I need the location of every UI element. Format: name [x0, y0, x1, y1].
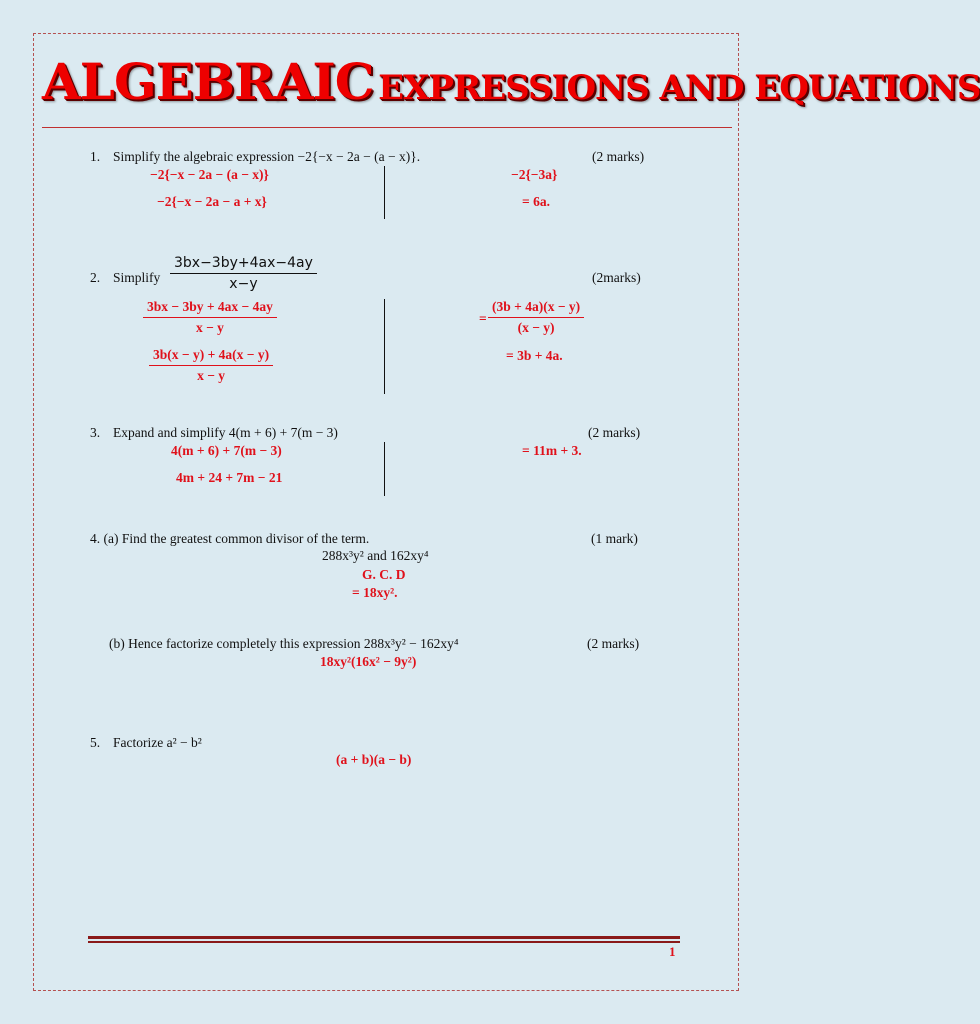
q4b-marks: (2 marks): [587, 636, 640, 651]
q5-text: Factorize a² − b²: [113, 735, 202, 750]
q2-step2-den: x − y: [197, 368, 226, 383]
q2-numerator: 3bx−3by+4ax−4ay: [174, 255, 313, 271]
q1-divider: [384, 166, 385, 219]
q2-marks: (2marks): [592, 270, 641, 285]
title-rest: EXPRESSIONS AND EQUATIONS: [378, 68, 980, 108]
q5-answer: (a + b)(a − b): [336, 752, 412, 767]
q2-result: = 3b + 4a.: [506, 348, 563, 363]
q2-eq: =: [479, 311, 487, 326]
q3-result: = 11m + 3.: [522, 443, 582, 458]
q2-step3: [488, 299, 584, 336]
q1-step2: −2{−x − 2a − a + x}: [157, 194, 267, 209]
q2-label: Simplify: [113, 270, 161, 285]
title-divider: [42, 127, 732, 128]
q2-step1: [143, 299, 277, 336]
q4a-gcd-value: = 18xy².: [352, 585, 398, 600]
page-number: 1: [669, 944, 676, 959]
q3-marks: (2 marks): [588, 425, 641, 440]
q1-step3: −2{−3a}: [511, 167, 558, 182]
q3-text: Expand and simplify 4(m + 6) + 7(m − 3): [113, 425, 338, 440]
q1-marks: (2 marks): [592, 149, 645, 164]
q4a-terms: 288x³y² and 162xy⁴: [322, 548, 429, 563]
q4a-marks: (1 mark): [591, 531, 638, 546]
q3-number: 3.: [90, 425, 101, 440]
q3-divider: [384, 442, 385, 496]
q1-result: = 6a.: [522, 194, 550, 209]
q4a-gcd-label: G. C. D: [362, 567, 406, 582]
q2-fraction: [170, 255, 317, 292]
footer-rule-bottom: [88, 941, 680, 943]
q2-denominator: x−y: [229, 276, 258, 292]
q4a-text: 4. (a) Find the greatest common divisor of the term.: [90, 531, 370, 546]
q1-text: Simplify the algebraic expression −2{−x − 2a − (a − x)}.: [113, 149, 421, 164]
q3-step1: 4(m + 6) + 7(m − 3): [171, 443, 282, 458]
q5-number: 5.: [90, 735, 101, 750]
title-first-word: ALGEBRAIC: [42, 52, 374, 111]
footer-rule-top: [88, 936, 680, 939]
q2-step1-num: 3bx − 3by + 4ax − 4ay: [147, 299, 273, 314]
q1-number: 1.: [90, 149, 101, 164]
q4b-answer: 18xy²(16x² − 9y²): [320, 654, 417, 669]
q2-number: 2.: [90, 270, 101, 285]
q2-divider: [384, 299, 385, 394]
q2-step2-num: 3b(x − y) + 4a(x − y): [153, 347, 270, 362]
q2-step2: [149, 347, 273, 384]
q2-step3-num: (3b + 4a)(x − y): [492, 299, 581, 314]
page-border: [33, 33, 739, 991]
q2-step1-den: x − y: [195, 320, 224, 335]
q2-step3-den: (x − y): [517, 320, 555, 335]
page-title: [42, 52, 980, 120]
q3-step2: 4m + 24 + 7m − 21: [176, 470, 283, 485]
q4b-text: (b) Hence factorize completely this expression 288x³y² − 162xy⁴: [109, 636, 459, 651]
q1-step1: −2{−x − 2a − (a − x)}: [150, 167, 269, 182]
